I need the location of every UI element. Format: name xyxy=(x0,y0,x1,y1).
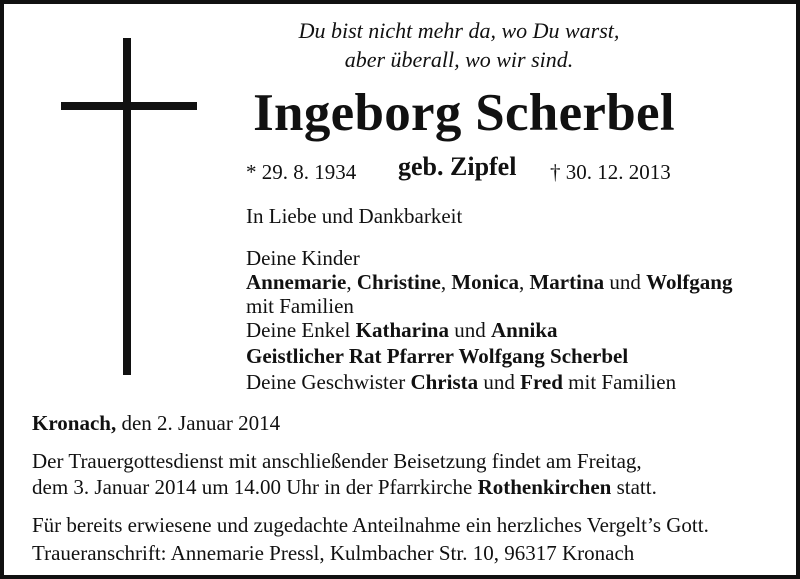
separator: und xyxy=(478,370,521,394)
mourners-intro: In Liebe und Dankbarkeit xyxy=(246,204,463,228)
child-name: Christine xyxy=(356,270,441,294)
separator: , xyxy=(440,270,452,294)
address-line: Traueranschrift: Annemarie Pressl, Kulmbacher Str. 10, 96317 Kronach xyxy=(32,541,635,565)
service-line-2 xyxy=(32,475,657,499)
grandchild-name: Annika xyxy=(490,318,558,342)
service-line-1: Der Trauergottesdienst mit anschließender Beisetzung findet am Freitag, xyxy=(32,449,642,473)
motto-line-1: Du bist nicht mehr da, wo Du warst, xyxy=(298,18,620,43)
priest-name: Geistlicher Rat Pfarrer Wolfgang Scherbel xyxy=(246,344,629,368)
priest-line xyxy=(246,344,628,368)
child-name: Monica xyxy=(451,270,519,294)
death-date: † 30. 12. 2013 xyxy=(550,160,671,184)
service-text-end: statt. xyxy=(611,475,657,499)
separator: , xyxy=(518,270,530,294)
child-name: Annemarie xyxy=(246,270,347,294)
children-names xyxy=(246,270,733,294)
grandchildren-line xyxy=(246,318,558,342)
child-name: Martina xyxy=(529,270,605,294)
deceased-name: Ingeborg Scherbel xyxy=(253,84,675,142)
sibling-name: Christa xyxy=(410,370,479,394)
place: Kronach, xyxy=(32,411,117,435)
separator: und xyxy=(604,270,647,294)
motto-line-2: aber überall, wo wir sind. xyxy=(344,47,574,72)
cross-icon-crossbar xyxy=(61,102,197,110)
separator: , xyxy=(346,270,357,294)
siblings-line xyxy=(246,370,676,394)
church-name: Rothenkirchen xyxy=(477,475,612,499)
place-date-line xyxy=(32,411,280,435)
children-families: mit Familien xyxy=(246,294,354,318)
birth-date: * 29. 8. 1934 xyxy=(246,160,357,184)
service-text: dem 3. Januar 2014 um 14.00 Uhr in der Pfarrkirche xyxy=(32,475,478,499)
separator: und xyxy=(448,318,491,342)
children-label: Deine Kinder xyxy=(246,246,360,270)
grandchild-name: Katharina xyxy=(355,318,449,342)
siblings-suffix: mit Familien xyxy=(562,370,677,394)
thanks-line: Für bereits erwiesene und zugedachte Anteilnahme ein herzliches Vergelt’s Gott. xyxy=(32,513,709,537)
maiden-name: geb. Zipfel xyxy=(398,152,517,181)
cross-icon xyxy=(123,38,131,375)
siblings-label: Deine Geschwister xyxy=(246,370,411,394)
child-name: Wolfgang xyxy=(646,270,733,294)
grandchildren-label: Deine Enkel xyxy=(246,318,356,342)
date: den 2. Januar 2014 xyxy=(116,411,281,435)
sibling-name: Fred xyxy=(520,370,563,394)
